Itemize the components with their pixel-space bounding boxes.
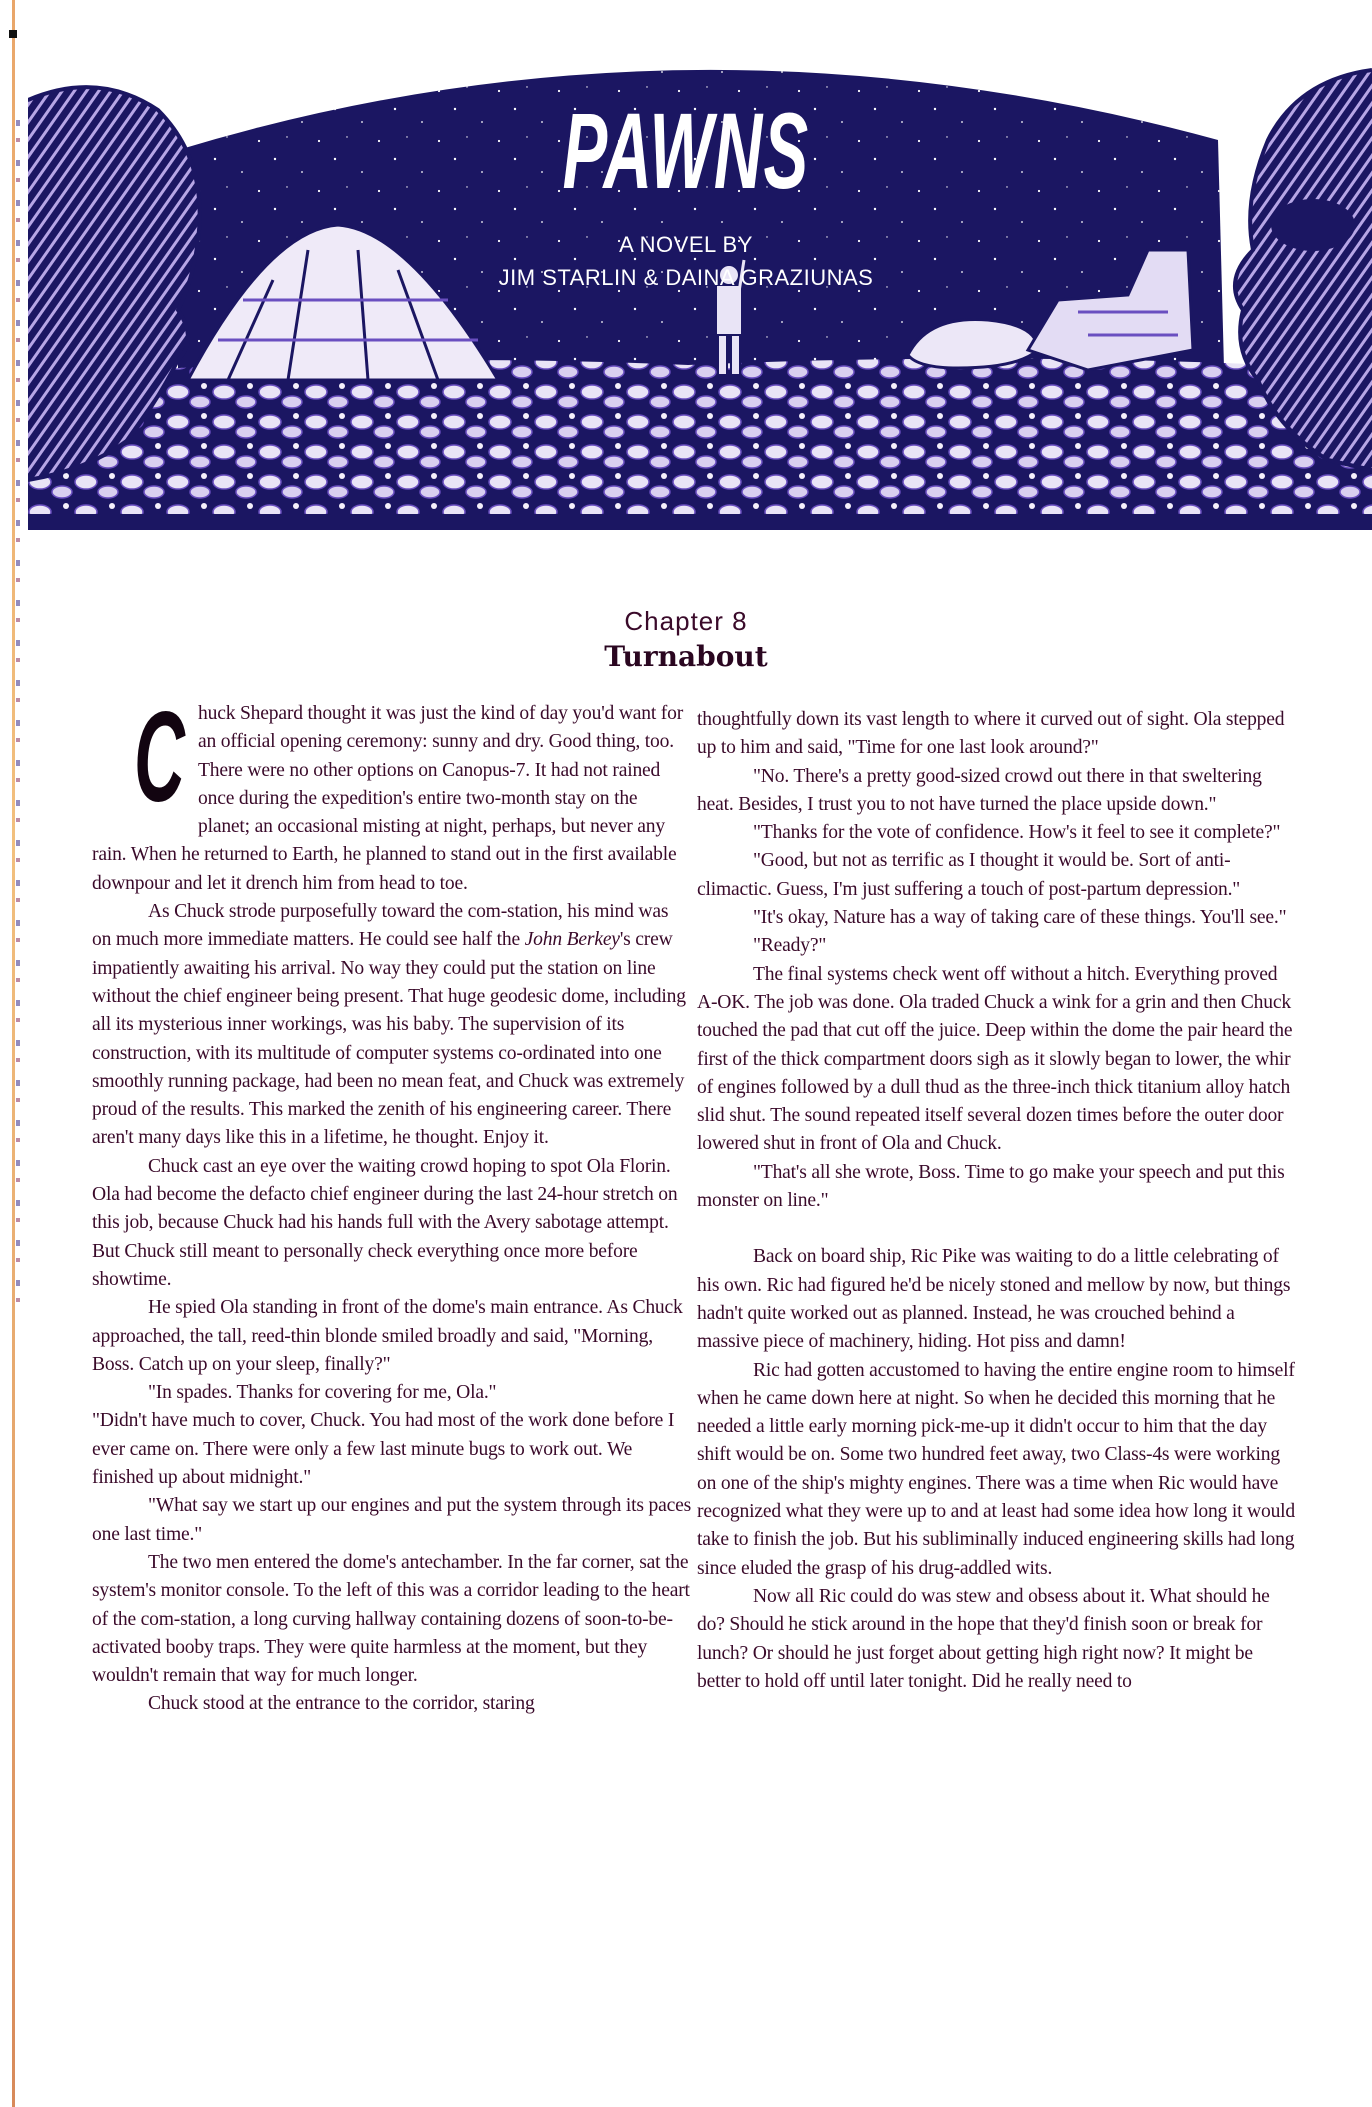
paragraph: He spied Ola standing in front of the dome's main entrance. As Chuck approached, the tall, reed-thin blonde smiled broadly and said, "Morning, Boss. Catch up on your sleep, finally?" [92,1297,683,1375]
paragraph: Chuck stood at the entrance to the corridor, staring [148,1693,535,1715]
paragraph: Chuck cast an eye over the waiting crowd hoping to spot Ola Florin. Ola had become the defacto chief engineer during the last 24-hour stretch on this job, because Chuck had his hands full with the Avery sabotage attempt. But Chuck still meant to personally check everything once more before showtime. [92,1155,678,1290]
opening-paragraph [92,686,692,898]
paragraph: The two men entered the dome's antechamber. In the far corner, sat the system's monitor console. To the left of this was a corridor leading to the heart of the com-station, a long curving hallway containing dozens of soon-to-be-activated booby traps. They were quite harmless at the moment, but they wouldn't remain that way for much longer. [92,1551,690,1687]
scan-mark [9,30,17,38]
paragraph: The final systems check went off without a hitch. Everything proved A-OK. The job was done. Ola traded Chuck a wink for a grin and then Chuck touched the pad that cut off the juice. Deep within the dome the pair heard the first of the thick compartment doors sigh as it slowly began to lower, the whir of engines followed by a dull thud as the three-inch thick titanium alloy hatch slid shut. The sound repeated itself several dozen times before the outer door lowered shut in front of Ola and Chuck. [697,963,1293,1155]
ship-name: John Berkey [524,929,620,951]
paragraph: "What say we start up our engines and put the system through its paces one last time." [92,1495,692,1545]
paragraph-text: 's crew impatiently awaiting his arrival. No way they could put the station on line without the chief engineer being present. That huge geodesic dome, including all its mysterious inner workings, was his baby. The supervision of its construction, with its multitude of computer systems co-ordinated into one smoothly running package, had been no mean feat, and Chuck was extremely proud of the results. This marked the zenith of his engineering career. There aren't many days like this in a lifetime, he thought. Enjoy it. [92,929,686,1149]
paragraph: "Good, but not as terrific as I thought it would be. Sort of anti-climactic. Guess, I'm just suffering a touch of post-partum depression." [697,850,1241,900]
paragraph: "It's okay, Nature has a way of taking care of these things. You'll see." [753,907,1287,929]
right-text-column [697,706,1297,1696]
paragraph [92,898,692,1153]
drop-cap: C [134,686,185,829]
paragraph: "That's all she wrote, Boss. Time to go make your speech and put this monster on line." [697,1161,1285,1212]
chapter-number: Chapter 8 [624,606,748,636]
paragraph: Now all Ric could do was stew and obsess about it. What should he do? Should he stick around in the hope that they'd finish soon or break for lunch? Or should he just forget about getting high right now? It might be better to hold off until later tonight. Did he really need to [697,1585,1270,1692]
paragraph: "In spades. Thanks for covering for me, Ola." [148,1382,497,1404]
paragraph: "Ready?" [753,935,827,957]
byline-prefix: A NOVEL BY [619,232,753,257]
paragraph: thoughtfully down its vast length to where it curved out of sight. Ola stepped up to him and said, "Time for one last look around?" [697,709,1285,759]
paragraph-text: As Chuck strode purposefully toward the com-station, his mind was on much more immediate matters. He could see half the [92,901,669,951]
paragraph: Back on board ship, Ric Pike was waiting to do a little celebrating of his own. Ric had figured he'd be nicely stoned and mellow by now, but things hadn't quite worked out as planned. Instead, he was crouched behind a massive piece of machinery, hiding. Hot piss and damn! [697,1246,1291,1353]
paragraph: huck Shepard thought it was just the kind of day you'd want for an official opening ceremony: sunny and dry. Good thing, too. There were no other options on Canopus-7. It had not rained once during the expedition's entire two-month stay on the planet; an occasional misting at night, perhaps, but never any rain. When he returned to Earth, he planned to stand out in the first available downpour and let it drench him from head to toe. [92,703,684,894]
paragraph: "Didn't have much to cover, Chuck. You had most of the work done before I ever came on. There were only a few last minute bugs to work out. We finished up about midnight." [92,1410,675,1489]
page-binding-edge [12,0,15,2107]
byline-authors: JIM STARLIN & DAINA GRAZIUNAS [498,265,874,290]
paragraph: "Thanks for the vote of confidence. How's it feel to see it complete?" [753,822,1281,844]
paragraph: "No. There's a pretty good-sized crowd out there in that sweltering heat. Besides, I trust you to not have turned the place upside down." [697,765,1262,815]
paragraph: Ric had gotten accustomed to having the entire engine room to himself when he came down here at night. So when he decided this morning that he needed a little early morning pick-me-up it didn't occur to him that the day shift would be on. Some two hundred feet away, two Class-4s were working on one of the ship's mighty engines. There was a time when Ric would have recognized what they were up to and at least had some idea how long it would take to finish the job. But his subliminally induced engineering skills had long since eluded the grasp of his drug-addled wits. [697,1359,1296,1579]
page-edge-artifact [16,120,20,1320]
novel-title: PAWNS [562,90,810,211]
left-text-column [92,686,692,1719]
chapter-title: Turnabout [604,640,768,673]
